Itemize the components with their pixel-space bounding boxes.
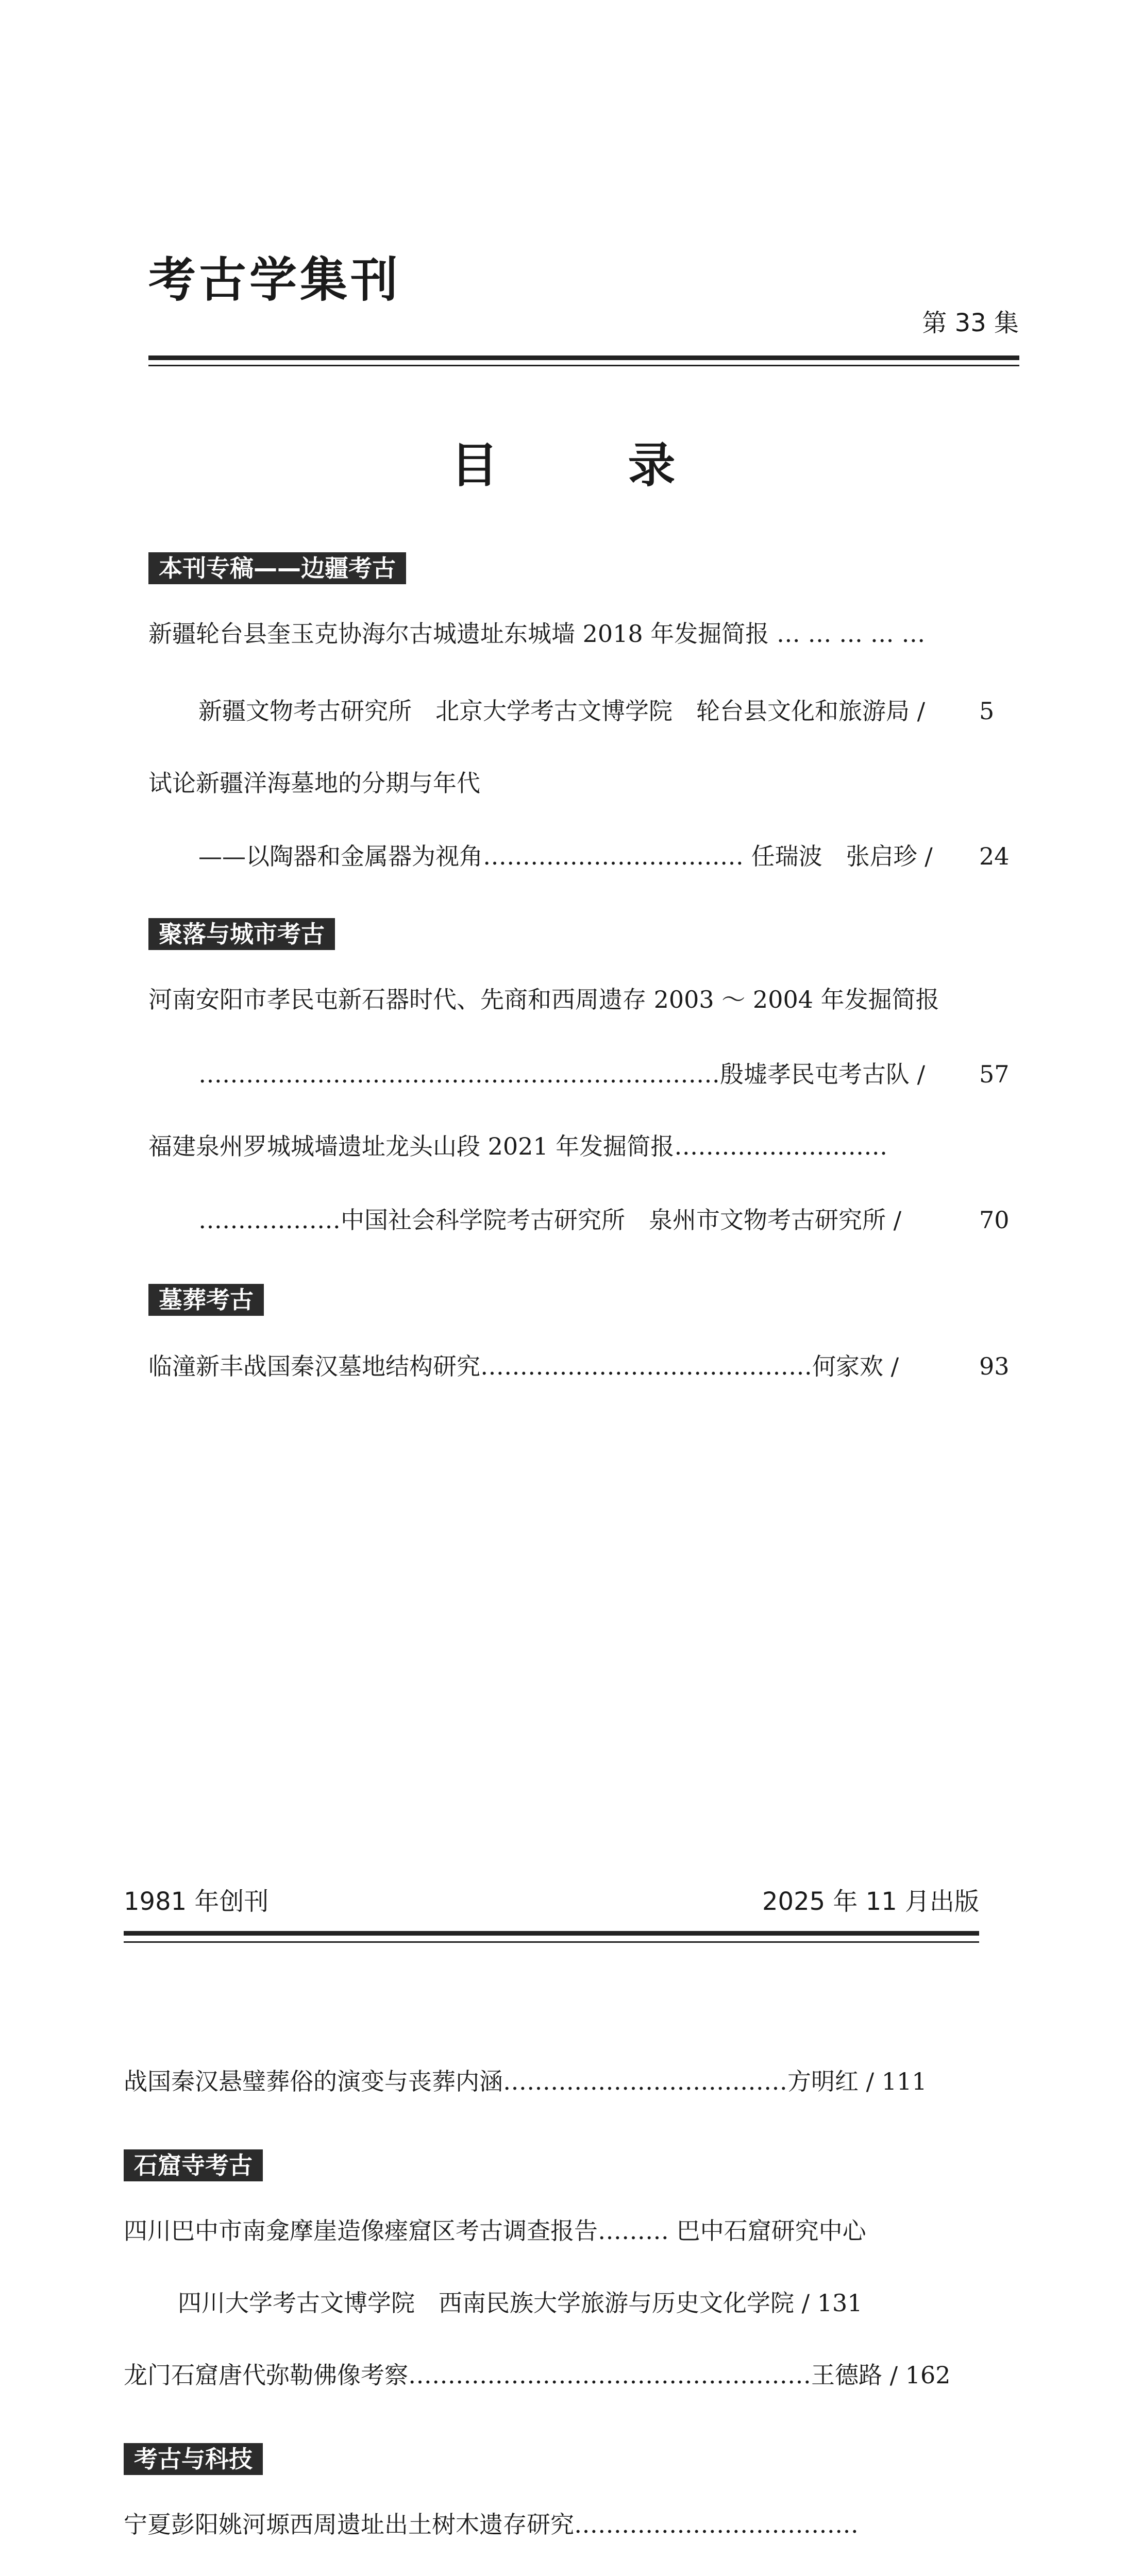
entry-line: 战国秦汉悬璧葬俗的演变与丧葬内涵………………………………方明红 / 111 (124, 2067, 927, 2095)
entry-page: 57 (979, 1060, 1010, 1088)
entry-line: 四川大学考古文博学院 西南民族大学旅游与历史文化学院 / 131 (178, 2289, 863, 2317)
section-label-science: 考古与科技 (124, 2443, 263, 2475)
entry-title: 试论新疆洋海墓地的分期与年代 (148, 769, 480, 797)
founded-year: 1981 年创刊 (124, 1887, 269, 1916)
entry-title: 临潼新丰战国秦汉墓地结构研究……………………………………何家欢 / (148, 1352, 899, 1380)
entry-authors: ………………中国社会科学院考古研究所 泉州市文物考古研究所 / (198, 1206, 902, 1234)
journal-title: 考古学集刊 (148, 252, 401, 308)
entry-title: 河南安阳市孝民屯新石器时代、先商和西周遗存 2003 ～ 2004 年发掘简报 (148, 986, 939, 1013)
entry-page: 93 (979, 1352, 1010, 1380)
toc-heading: 目 录 (450, 437, 717, 493)
footer-rule-thick (124, 1931, 979, 1936)
entry-line: 龙门石窟唐代弥勒佛像考察……………………………………………王德路 / 162 (124, 2361, 951, 2389)
header-rule-thick (148, 355, 1019, 360)
entry-subtitle: ——以陶器和金属器为视角…………………………… 任瑞波 张启珍 / (198, 842, 933, 870)
entry-page: 5 (979, 697, 995, 725)
footer-rule-thin (124, 1941, 979, 1943)
issue-number: 第 33 集 (922, 309, 1019, 337)
entry-authors: 新疆文物考古研究所 北京大学考古文博学院 轮台县文化和旅游局 / (198, 697, 926, 725)
entry-title: 新疆轮台县奎玉克协海尔古城遗址东城墙 2018 年发掘简报 … … … … … (148, 620, 926, 648)
section-label-tombs: 墓葬考古 (148, 1284, 264, 1316)
section-label-frontier: 本刊专稿——边疆考古 (148, 552, 406, 584)
entry-line: 四川巴中市南龛摩崖造像瘗窟区考古调查报告……… 巴中石窟研究中心 (124, 2217, 866, 2245)
entry-page: 24 (979, 842, 1010, 870)
entry-authors: …………………………………………………………殷墟孝民屯考古队 / (198, 1060, 926, 1088)
entry-line: 宁夏彭阳姚河塬西周遗址出土树木遗存研究……………………………… (124, 2511, 859, 2538)
entry-title: 福建泉州罗城城墙遗址龙头山段 2021 年发掘简报……………………… (148, 1132, 888, 1160)
header-rule-thin (148, 365, 1019, 366)
publication-date: 2025 年 11 月出版 (762, 1887, 979, 1916)
section-label-settlement: 聚落与城市考古 (148, 918, 335, 950)
entry-page: 70 (979, 1206, 1010, 1234)
section-label-grottoes: 石窟寺考古 (124, 2149, 263, 2181)
